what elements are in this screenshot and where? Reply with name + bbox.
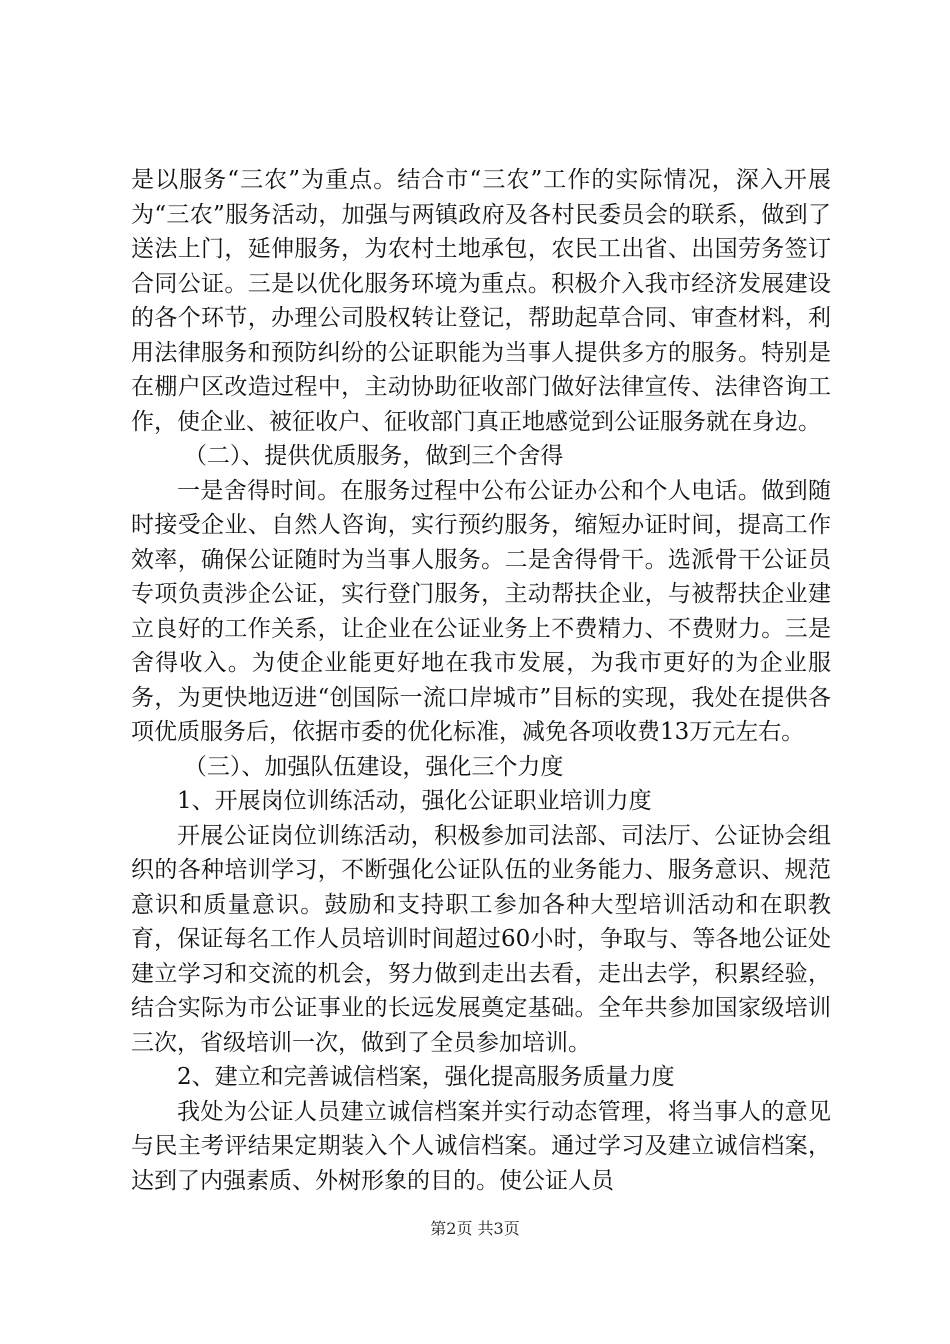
section-heading-2: （二）、提供优质服务，做到三个舍得 bbox=[183, 443, 564, 469]
paragraph-three-commitments: 一是舍得时间。在服务过程中公布公证办公和个人电话。做到随时接受企业、自然人咨询，实行预约服务，缩短办证时间，提高工作效率，确保公证随时为当事人服务。二是舍得骨干。选派骨干公证员专项负责涉企公证，实行登门服务，主动帮扶企业，与被帮扶企业建立良好的工作关系，让企业在公证业务上不费精力、不费财力。三是舍得收入。为使企业能更好地在我市发展，为我市更好的为企业服务，为更快地迈进“创国际一流口岸城市”目标的实现，我处在提供各项优质服务后，依据市委的优化标准，减免各项收费13万元左右。 bbox=[131, 477, 831, 745]
page-footer: 第2页 共3页 bbox=[430, 1219, 520, 1238]
section-heading-3: （三）、加强队伍建设，强化三个力度 bbox=[183, 753, 564, 780]
paragraph-integrity-files: 我处为公证人员建立诚信档案并实行动态管理，将当事人的意见与民主考评结果定期装入个人诚信档案。通过学习及建立诚信档案，达到了内强素质、外树形象的目的。使公证人员 bbox=[131, 1098, 831, 1194]
paragraph-training: 开展公证岗位训练活动，积极参加司法部、司法厅、公证协会组织的各种培训学习，不断强化公证队伍的业务能力、服务意识、规范意识和质量意识。鼓励和支持职工参加各种大型培训活动和在职教育，保证每名工作人员培训时间超过60小时，争取与、等各地公证处建立学习和交流的机会，努力做到走出去看，走出去学，积累经验，结合实际为市公证事业的长远发展奠定基础。全年共参加国家级培训三次，省级培训一次，做到了全员参加培训。 bbox=[131, 822, 831, 1056]
subheading-1: 1、开展岗位训练活动，强化公证职业培训力度 bbox=[177, 788, 652, 814]
paragraph-continuation: 是以服务“三农”为重点。结合市“三农”工作的实际情况，深入开展为“三农”服务活动，加强与两镇政府及各村民委员会的联系，做到了送法上门，延伸服务，为农村土地承包，农民工出省、出国劳务签订合同公证。三是以优化服务环境为重点。积极介入我市经济发展建设的各个环节，办理公司股权转让登记，帮助起草合同、审查材料，利用法律服务和预防纠纷的公证职能为当事人提供多方的服务。特别是在棚户区改造过程中，主动协助征收部门做好法律宣传、法律咨询工作，使企业、被征收户、征收部门真正地感觉到公证服务就在身边。 bbox=[131, 167, 831, 435]
document-body bbox=[131, 163, 831, 1198]
subheading-2: 2、建立和完善诚信档案，强化提高服务质量力度 bbox=[177, 1064, 675, 1090]
